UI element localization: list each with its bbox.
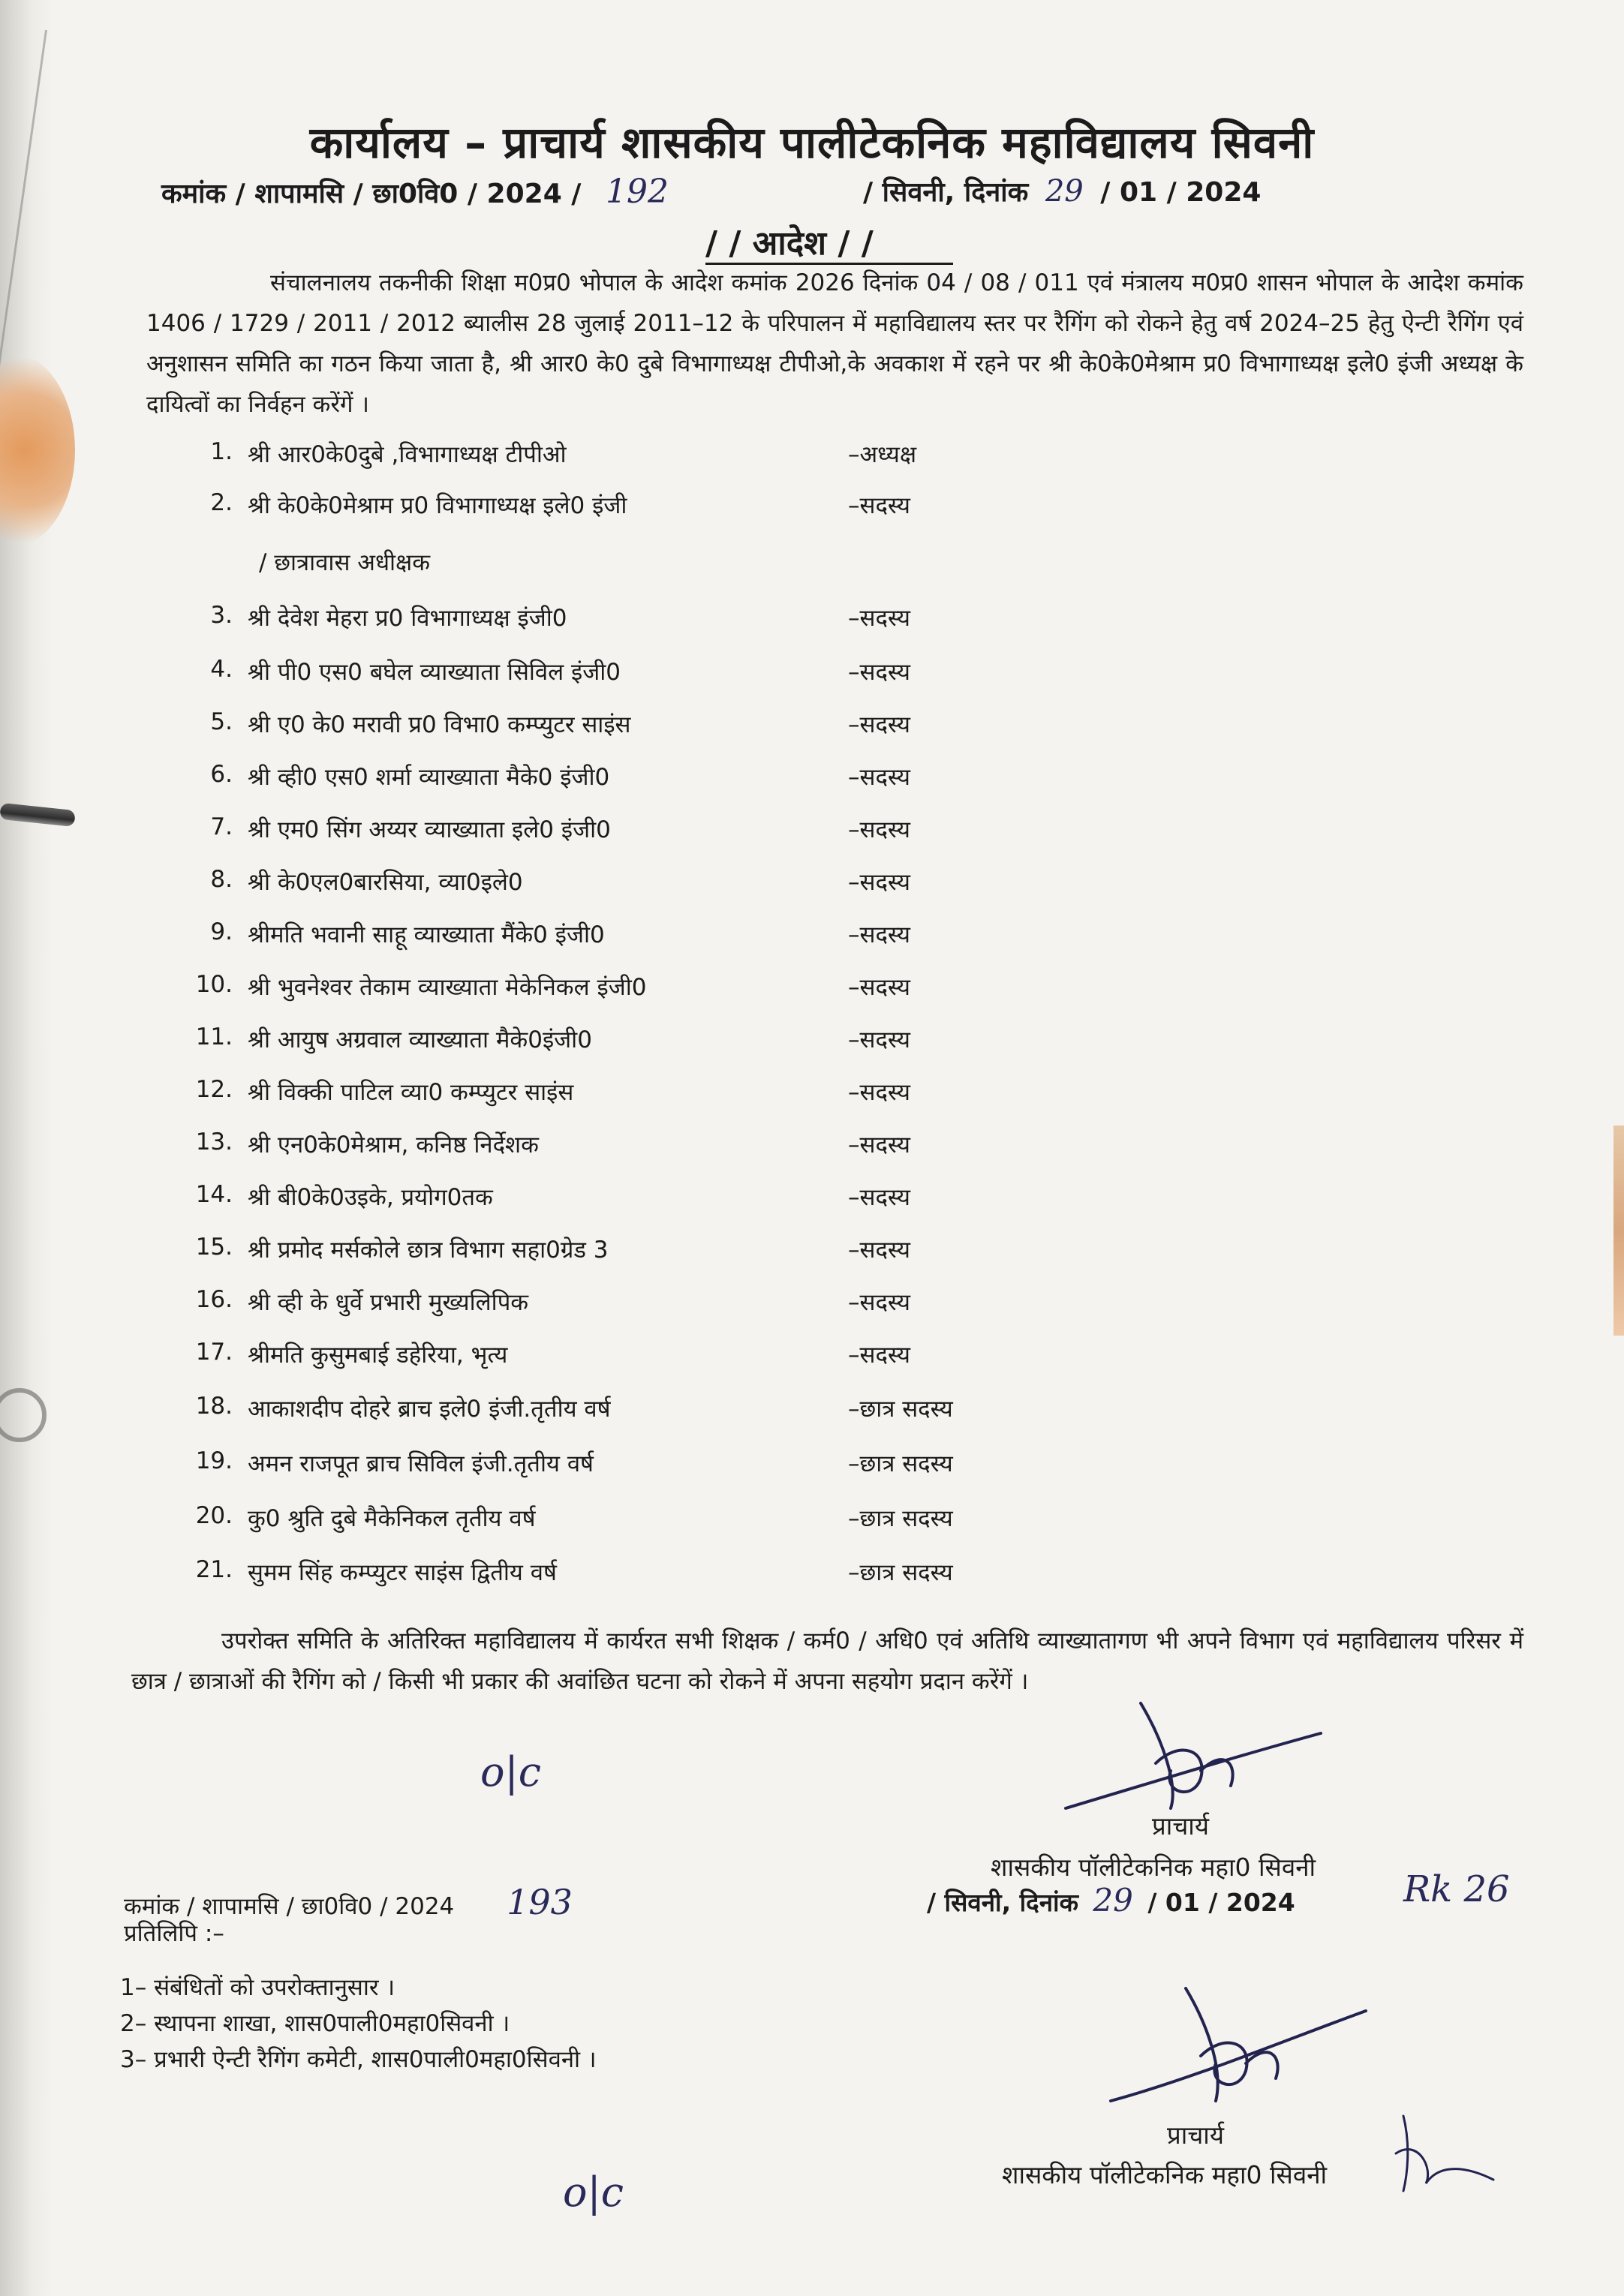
member-name: श्री व्ही0 एस0 शर्मा व्याख्याता मैके0 इंजी0 <box>248 764 610 791</box>
committee-member-row <box>188 1286 1088 1324</box>
endorsement-date-prefix: / सिवनी, दिनांक <box>927 1888 1078 1917</box>
member-role: –छात्र सदस्य <box>848 1505 953 1532</box>
institution-name-top: शासकीय पॉलीटेकनिक महा0 सिवनी <box>991 1853 1316 1882</box>
member-number: 4. <box>210 656 233 683</box>
member-role: –छात्र सदस्य <box>848 1559 953 1586</box>
committee-member-row <box>188 1339 1088 1376</box>
member-name: सुमम सिंह कम्प्युटर साइंस द्वितीय वर्ष <box>248 1559 557 1586</box>
committee-member-row <box>188 602 1088 639</box>
committee-member-row <box>188 1556 1088 1594</box>
member-role: –सदस्य <box>848 711 910 738</box>
member-number: 6. <box>210 761 233 788</box>
order-reference <box>161 173 669 211</box>
member-number: 16. <box>195 1286 233 1313</box>
member-role: –सदस्य <box>848 921 910 948</box>
initials-scribble-bottom <box>1388 2108 1501 2198</box>
member-name: श्री एम0 सिंग अय्यर व्याख्याता इले0 इंजी0 <box>248 816 611 843</box>
member-number: 21. <box>195 1556 233 1583</box>
member-number: 3. <box>210 602 233 629</box>
endorsement-date-rest: / 01 / 2024 <box>1147 1888 1295 1917</box>
member-name: श्री आयुष अग्रवाल व्याख्याता मैके0इंजी0 <box>248 1026 592 1053</box>
paper-stain <box>0 353 75 548</box>
committee-member-row <box>188 813 1088 851</box>
committee-member-row <box>188 761 1088 798</box>
committee-member-row <box>188 1181 1088 1219</box>
order-date-day: 29 <box>1045 174 1084 209</box>
office-title: कार्यालय – प्राचार्य शासकीय पालीटेकनिक महाविद्यालय सिवनी <box>309 117 1315 168</box>
principal-designation-top: प्राचार्य <box>1152 1811 1209 1841</box>
handwritten-initials: Rk 26 <box>1403 1868 1510 1910</box>
order-reference-prefix: कमांक / शापामसि / छा0वि0 / 2024 / <box>161 179 582 209</box>
member-name: कु0 श्रुति दुबे मैकेनिकल तृतीय वर्ष <box>248 1505 536 1532</box>
committee-member-row <box>188 656 1088 693</box>
copy-to-item: 2– स्थापना शाखा, शास0पाली0महा0सिवनी । <box>120 2010 510 2037</box>
member-role: –सदस्य <box>848 1026 910 1053</box>
edge-mark <box>1613 1125 1624 1336</box>
committee-member-row <box>188 866 1088 903</box>
member-name: अमन राजपूत ब्राच सिविल इंजी.तृतीय वर्ष <box>248 1450 594 1477</box>
member-name: श्री के0के0मेश्राम प्र0 विभागाध्यक्ष इले0 इंजी <box>248 492 627 519</box>
member-number: 5. <box>210 708 233 735</box>
order-date-prefix: / सिवनी, दिनांक <box>863 177 1029 208</box>
member-number: 15. <box>195 1234 233 1261</box>
member-name: श्री देवेश मेहरा प्र0 विभागाध्यक्ष इंजी0 <box>248 605 567 632</box>
member-number: 17. <box>195 1339 233 1366</box>
committee-member-row <box>188 708 1088 746</box>
committee-member-row <box>188 1447 1088 1485</box>
page-edge-shadow <box>0 0 53 2296</box>
member-role: –सदस्य <box>848 974 910 1001</box>
committee-member-row <box>188 918 1088 956</box>
member-name: श्री विक्की पाटिल व्या0 कम्प्युटर साइंस <box>248 1079 574 1106</box>
endorsement-reference-number: 193 <box>507 1882 573 1922</box>
member-role: –सदस्य <box>848 1289 910 1316</box>
member-number: 10. <box>195 971 233 998</box>
member-role: –सदस्य <box>848 816 910 843</box>
member-role: –सदस्य <box>848 1131 910 1159</box>
member-role: –सदस्य <box>848 764 910 791</box>
member-name: श्री ए0 के0 मरावी प्र0 विभा0 कम्प्युटर साइंस <box>248 711 631 738</box>
committee-member-row <box>188 489 1088 527</box>
member-role: –छात्र सदस्य <box>848 1396 953 1423</box>
copy-to-item: 1– संबंधितों को उपरोक्तानुसार । <box>120 1974 395 2001</box>
committee-member-row <box>188 971 1088 1008</box>
member-number: 2. <box>210 489 233 516</box>
copy-to-heading: प्रतिलिपि :– <box>124 1920 224 1947</box>
endorsement-date-day: 29 <box>1093 1882 1133 1919</box>
member-number: 13. <box>195 1128 233 1156</box>
member-role: –सदस्य <box>848 869 910 896</box>
member-role: –अध्यक्ष <box>848 441 917 468</box>
order-heading: / / आदेश / / <box>705 224 874 263</box>
principal-signature-top <box>1051 1696 1336 1823</box>
member-name: श्री व्ही के धुर्वे प्रभारी मुख्यलिपिक <box>248 1289 529 1316</box>
member-2-subline: / छात्रावास अधीक्षक <box>259 549 431 576</box>
member-name: श्री प्रमोद मर्सकोले छात्र विभाग सहा0ग्रेड 3 <box>248 1237 609 1264</box>
committee-member-row <box>188 1502 1088 1540</box>
member-number: 11. <box>195 1023 233 1050</box>
principal-signature-bottom <box>1103 1981 1373 2116</box>
committee-member-row <box>188 1393 1088 1430</box>
member-number: 8. <box>210 866 233 893</box>
member-role: –सदस्य <box>848 605 910 632</box>
member-name: श्री पी0 एस0 बघेल व्याख्याता सिविल इंजी0 <box>248 659 621 686</box>
member-role: –सदस्य <box>848 1342 910 1369</box>
closing-paragraph: उपरोक्त समिति के अतिरिक्त महाविद्यालय में कार्यरत सभी शिक्षक / कर्म0 / अधि0 एवं अतिथि व्याख्यातागण भी अपने विभाग एवं महाविद्यालय परिसर में छात्र / छात्राओं की रैगिंग को / किसी भी प्रकार की अवांछित घटना को रोकने में अपना सहयोग प्रदान करेंगें । <box>131 1627 1523 1695</box>
member-name: श्रीमति कुसुमबाई डहेरिया, भृत्य <box>248 1342 508 1369</box>
institution-name-bottom: शासकीय पॉलीटेकनिक महा0 सिवनी <box>1002 2160 1328 2189</box>
endorsement-reference-prefix: कमांक / शापामसि / छा0वि0 / 2024 <box>124 1893 455 1920</box>
member-number: 1. <box>210 438 233 465</box>
member-number: 12. <box>195 1076 233 1103</box>
member-role: –सदस्य <box>848 659 910 686</box>
member-number: 7. <box>210 813 233 840</box>
handwritten-oc-bottom: o|c <box>563 2168 624 2216</box>
order-reference-number: 192 <box>605 173 669 211</box>
committee-member-row <box>188 1128 1088 1166</box>
member-name: आकाशदीप दोहरे ब्राच इले0 इंजी.तृतीय वर्ष <box>248 1396 611 1423</box>
member-number: 19. <box>195 1447 233 1474</box>
member-name: श्री भुवनेश्वर तेकाम व्याख्याता मेकेनिकल इंजी0 <box>248 974 647 1001</box>
member-role: –सदस्य <box>848 1184 910 1211</box>
member-name: श्री एन0के0मेश्राम, कनिष्ठ निर्देशक <box>248 1131 539 1159</box>
endorsement-reference <box>124 1882 573 1922</box>
member-role: –सदस्य <box>848 492 910 519</box>
member-name: श्री के0एल0बारसिया, व्या0इले0 <box>248 869 523 896</box>
committee-member-row <box>188 1023 1088 1061</box>
committee-member-row <box>188 438 1088 476</box>
member-number: 20. <box>195 1502 233 1529</box>
member-name: श्री बी0के0उइके, प्रयोग0तक <box>248 1184 493 1211</box>
member-number: 9. <box>210 918 233 945</box>
intro-paragraph: संचालनालय तकनीकी शिक्षा म0प्र0 भोपाल के आदेश कमांक 2026 दिनांक 04 / 08 / 011 एवं मंत्रालय म0प्र0 शासन भोपाल के आदेश कमांक 1406 / 1729 / 2011 / 2012 ब्यालीस 28 जुलाई 2011–12 के परिपालन में महाविद्यालय स्तर पर रैगिंग को रोकने हेतु वर्ष 2024–25 हेतु ऐन्टी रैगिंग एवं अनुशासन समिति का गठन किया जाता है, श्री आर0 के0 दुबे विभागाध्यक्ष टीपीओ,के अवकाश में रहने पर श्री के0के0मेश्राम प्र0 विभागाध्यक्ष इले0 इंजी अध्यक्ष के दायित्वों का निर्वहन करेंगें । <box>146 269 1523 418</box>
endorsement-date <box>927 1882 1295 1919</box>
member-role: –छात्र सदस्य <box>848 1450 953 1477</box>
member-number: 18. <box>195 1393 233 1420</box>
principal-designation-bottom: प्राचार्य <box>1167 2120 1224 2150</box>
copy-to-list <box>120 1970 597 2078</box>
member-name: श्रीमति भवानी साहू व्याख्याता मैंके0 इंजी0 <box>248 921 605 948</box>
member-role: –सदस्य <box>848 1079 910 1106</box>
committee-member-row <box>188 1234 1088 1271</box>
member-number: 14. <box>195 1181 233 1208</box>
copy-to-item: 3– प्रभारी ऐन्टी रैगिंग कमेटी, शास0पाली0महा0सिवनी । <box>120 2046 597 2073</box>
member-role: –सदस्य <box>848 1237 910 1264</box>
handwritten-oc-top: o|c <box>480 1748 541 1796</box>
committee-member-row <box>188 1076 1088 1113</box>
member-name: श्री आर0के0दुबे ,विभागाध्यक्ष टीपीओ <box>248 441 567 468</box>
order-date <box>863 173 1261 209</box>
order-date-rest: / 01 / 2024 <box>1100 177 1262 208</box>
